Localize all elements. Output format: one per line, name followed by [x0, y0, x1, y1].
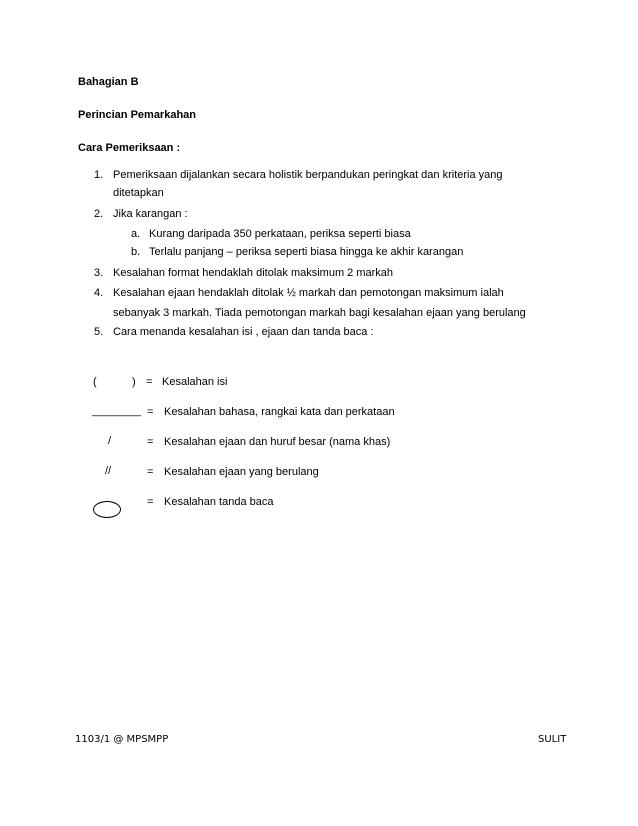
subitem-text: Terlalu panjang – periksa seperti biasa hingga ke akhir karangan [149, 246, 464, 258]
item-number: 5. [94, 326, 104, 338]
subtitle: Perincian Pemarkahan [78, 109, 197, 121]
item-number: 3. [94, 267, 104, 279]
legend-equals: = [146, 376, 153, 388]
item-text: Pemeriksaan dijalankan secara holistik berpandukan peringkat dan kriteria yang [113, 169, 503, 181]
legend-description: Kesalahan ejaan yang berulang [164, 466, 319, 478]
item-text: Kesalahan format hendaklah ditolak maksimum 2 markah [113, 267, 394, 279]
footer-classification: SULIT [538, 734, 567, 745]
subitem-letter: a. [131, 228, 141, 240]
legend-equals: = [147, 436, 154, 448]
footer-code: 1103/1 @ MPSMPP [75, 734, 169, 745]
legend-equals: = [147, 466, 154, 478]
item-text: Jika karangan : [113, 208, 188, 220]
section-title: Bahagian B [78, 76, 139, 88]
legend-symbol-close-paren: ) [132, 376, 136, 388]
legend-symbol-underline: ________ [92, 405, 141, 417]
legend-equals: = [147, 496, 154, 508]
item-text: Cara menanda kesalahan isi , ejaan dan tanda baca : [113, 326, 374, 338]
item-number: 4. [94, 287, 104, 299]
item-text: sebanyak 3 markah. Tiada pemotongan markah bagi kesalahan ejaan yang berulang [113, 307, 526, 319]
legend-symbol-double-slash: // [105, 465, 112, 477]
item-number: 2. [94, 208, 104, 220]
item-number: 1. [94, 169, 104, 181]
subitem-letter: b. [131, 246, 141, 258]
legend-equals: = [147, 406, 154, 418]
item-text: ditetapkan [113, 187, 164, 199]
legend-description: Kesalahan isi [162, 376, 228, 388]
legend-symbol-open-paren: ( [93, 376, 97, 388]
legend-description: Kesalahan ejaan dan huruf besar (nama khas) [164, 436, 391, 448]
item-text: Kesalahan ejaan hendaklah ditolak ½ markah dan pemotongan maksimum ialah [113, 287, 504, 299]
subitem-text: Kurang daripada 350 perkataan, periksa seperti biasa [149, 228, 411, 240]
legend-description: Kesalahan tanda baca [164, 496, 274, 508]
legend-symbol-slash: / [108, 435, 112, 447]
legend-description: Kesalahan bahasa, rangkai kata dan perkataan [164, 406, 395, 418]
method-heading: Cara Pemeriksaan : [78, 142, 181, 154]
ellipse-icon [93, 501, 121, 518]
